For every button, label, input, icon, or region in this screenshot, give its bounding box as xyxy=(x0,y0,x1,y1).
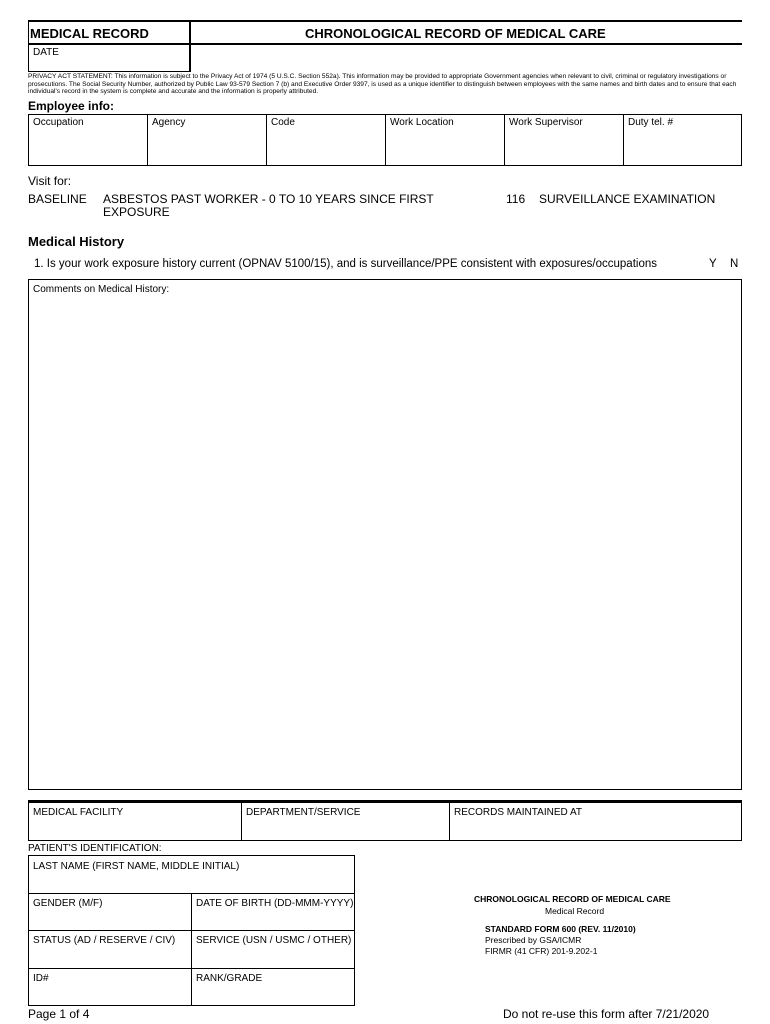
employee-cell-occupation[interactable] xyxy=(29,115,148,165)
visit-exam: SURVEILLANCE EXAMINATION xyxy=(539,192,716,206)
service-label: SERVICE (USN / USMC / OTHER) xyxy=(196,935,352,946)
employee-info-heading: Employee info: xyxy=(28,99,115,113)
dob-label: DATE OF BIRTH (DD-MMM-YYYY) xyxy=(196,898,354,909)
visit-for-label: Visit for: xyxy=(28,174,72,188)
rank-label: RANK/GRADE xyxy=(196,973,263,984)
form-info-subtitle: Medical Record xyxy=(545,906,605,916)
status-cell[interactable] xyxy=(29,931,192,969)
work-location-label: Work Location xyxy=(390,117,454,128)
top-rule xyxy=(28,20,742,22)
gender-label: GENDER (M/F) xyxy=(33,898,103,909)
employee-cell-agency[interactable] xyxy=(148,115,267,165)
id-label: ID# xyxy=(33,973,49,984)
date-label: DATE xyxy=(33,47,59,58)
code-label: Code xyxy=(271,117,295,128)
comments-box[interactable] xyxy=(28,279,742,790)
form-info-title: CHRONOLOGICAL RECORD OF MEDICAL CARE xyxy=(474,894,671,904)
medical-record-title: MEDICAL RECORD xyxy=(30,26,149,41)
records-maintained-cell[interactable] xyxy=(450,803,741,840)
patient-identification-heading: PATIENT'S IDENTIFICATION: xyxy=(28,843,162,854)
comments-label: Comments on Medical History: xyxy=(33,284,170,295)
visit-description-line2: EXPOSURE xyxy=(103,205,170,219)
reuse-notice: Do not re-use this form after 7/21/2020 xyxy=(503,1007,710,1021)
patient-id-table xyxy=(28,855,355,1006)
medical-history-heading: Medical History xyxy=(28,234,125,249)
standard-form-number: STANDARD FORM 600 (REV. 11/2010) xyxy=(485,924,636,934)
answer-yes[interactable]: Y xyxy=(709,258,717,270)
firmr-reference: FIRMR (41 CFR) 201-9.202-1 xyxy=(485,946,598,956)
visit-code: 116 xyxy=(506,192,526,206)
employee-cell-code[interactable] xyxy=(267,115,386,165)
date-left-rule xyxy=(28,20,29,72)
last-name-cell[interactable] xyxy=(29,856,354,894)
privacy-act-statement: PRIVACY ACT STATEMENT: This information is subject to the Privacy Act of 1974 (5 U.S.C. Section 552a). This information may be provided to appropriate Government agencies when relevant to civil, criminal or regulatory investigations or prosecutions. The Social Security Number, authorized by Public Law 93-579 Section 7 (b) and Executive Order 9397, is used as a unique identifier to distinguish between employees with the same names and birth dates and to ensure that each individual's record in the system is complete and accurate and the information is properly attributed. xyxy=(28,73,737,96)
work-supervisor-label: Work Supervisor xyxy=(509,117,583,128)
header-divider xyxy=(189,20,191,72)
date-field[interactable] xyxy=(28,45,188,71)
date-bottom-rule xyxy=(28,71,190,72)
answer-no[interactable]: N xyxy=(730,258,739,270)
status-label: STATUS (AD / RESERVE / CIV) xyxy=(33,935,176,946)
service-cell[interactable] xyxy=(192,931,354,969)
visit-description-line1: ASBESTOS PAST WORKER - 0 TO 10 YEARS SINCE FIRST xyxy=(103,192,434,206)
department-service-label: DEPARTMENT/SERVICE xyxy=(246,807,361,818)
visit-type: BASELINE xyxy=(28,192,87,206)
records-maintained-label: RECORDS MAINTAINED AT xyxy=(454,807,582,818)
employee-cell-duty-tel[interactable] xyxy=(624,115,741,165)
chronological-record-title: CHRONOLOGICAL RECORD OF MEDICAL CARE xyxy=(305,26,606,41)
employee-info-table xyxy=(28,114,742,166)
medical-facility-label: MEDICAL FACILITY xyxy=(33,807,124,818)
agency-label: Agency xyxy=(152,117,186,128)
last-name-label: LAST NAME (FIRST NAME, MIDDLE INITIAL) xyxy=(33,861,240,872)
department-service-cell[interactable] xyxy=(242,803,450,840)
employee-cell-work-supervisor[interactable] xyxy=(505,115,624,165)
dob-cell[interactable] xyxy=(192,894,354,931)
facility-table xyxy=(28,802,742,841)
rank-cell[interactable] xyxy=(192,969,354,1005)
medical-facility-cell[interactable] xyxy=(29,803,242,840)
duty-tel-label: Duty tel. # xyxy=(628,117,674,128)
medical-history-question: 1. Is your work exposure history current (OPNAV 5100/15), and is surveillance/PPE consistent with exposures/occupations xyxy=(34,258,657,270)
id-cell[interactable] xyxy=(29,969,192,1005)
occupation-label: Occupation xyxy=(33,117,84,128)
page-number: Page 1 of 4 xyxy=(28,1007,90,1021)
prescribed-by: Prescribed by GSA/ICMR xyxy=(485,935,582,945)
employee-cell-work-location[interactable] xyxy=(386,115,505,165)
gender-cell[interactable] xyxy=(29,894,192,931)
